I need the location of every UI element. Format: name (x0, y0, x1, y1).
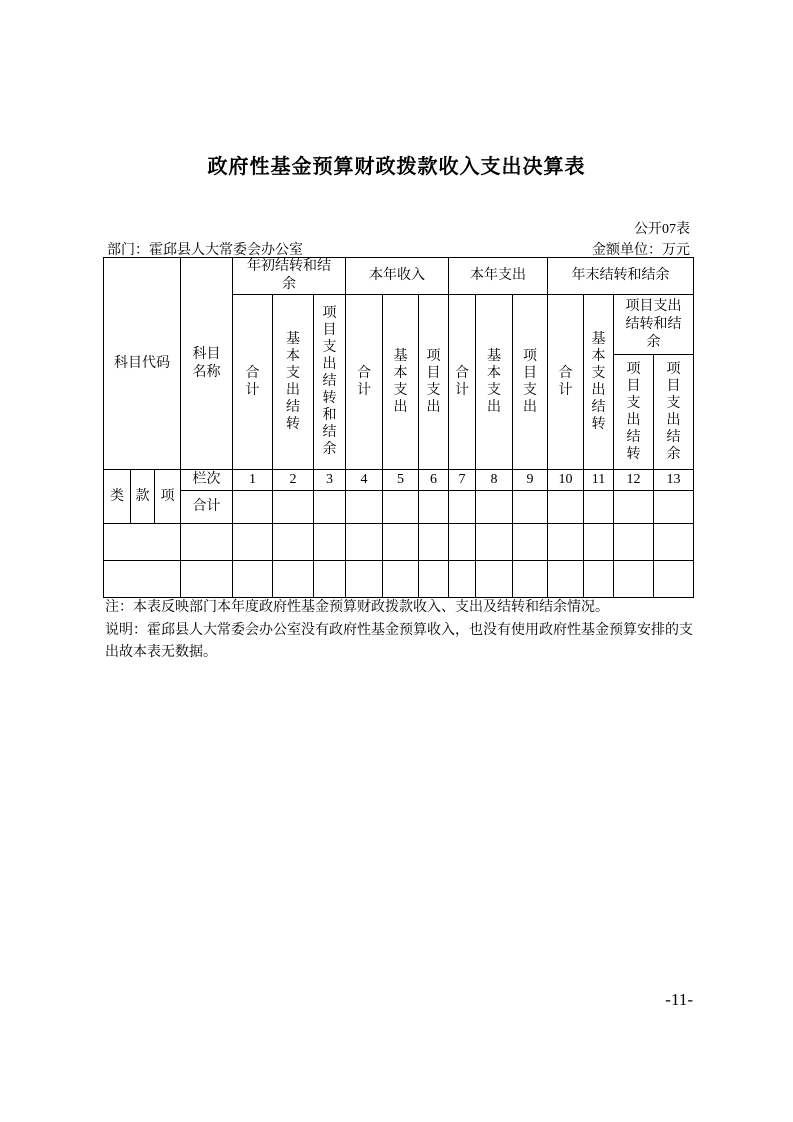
header-group-begin-balance (233, 258, 346, 295)
header-end-basic-carryover-label: 基本支出结转 (591, 331, 606, 432)
header-code-section (131, 470, 155, 524)
note-line-2: 说明：霍邱县人大常委会办公室没有政府性基金预算收入，也没有使用政府性基金预算安排的支出故本表无数据。 (105, 622, 693, 660)
header-end-basic-carryover (584, 295, 614, 470)
data-cell-empty (584, 491, 614, 524)
header-subject-name-label: 科目名称 (192, 346, 221, 380)
data-cell-empty (614, 491, 654, 524)
table-code-label: 公开07表 (634, 222, 690, 237)
header-code-item (155, 470, 181, 524)
department-label: 部门：霍邱县人大常委会办公室 (107, 243, 303, 258)
data-cell-empty (314, 561, 346, 598)
data-cell-empty (614, 561, 654, 598)
data-cell-empty (654, 524, 694, 561)
data-cell-empty (476, 524, 513, 561)
budget-table (103, 257, 694, 598)
header-end-project-carryover-balance-label: 项目支出结转和结余 (625, 298, 682, 350)
amount-unit-label: 金额单位：万元 (592, 243, 690, 258)
row-label-total (181, 491, 233, 524)
header-end-project-carryover (614, 355, 654, 470)
col-num-7: 7 (449, 470, 476, 491)
col-num-5: 5 (383, 470, 419, 491)
data-cell-empty (584, 524, 614, 561)
col-num-8: 8 (476, 470, 513, 491)
header-code-item-label: 项 (160, 488, 175, 504)
header-expense-project-expense (513, 295, 548, 470)
header-begin-basic-carryover (273, 295, 314, 470)
col-num-6: 6 (419, 470, 449, 491)
table-notes (105, 597, 699, 665)
data-cell-empty (513, 491, 548, 524)
header-begin-project-carryover-balance-label: 项目支出结转和结余 (322, 306, 337, 458)
header-income-project-expense-label: 项目支出 (426, 348, 441, 415)
data-cell-empty (383, 561, 419, 598)
header-group-year-income (346, 258, 449, 295)
header-begin-total (233, 295, 273, 470)
data-cell-empty (419, 561, 449, 598)
header-expense-total-label: 合计 (455, 365, 469, 398)
data-cell-empty (513, 561, 548, 598)
data-cell-empty (513, 524, 548, 561)
header-code-class (104, 470, 131, 524)
header-group-year-expense-label: 本年支出 (470, 268, 526, 284)
data-cell-empty (346, 561, 383, 598)
data-cell-empty (383, 524, 419, 561)
header-income-total-label: 合计 (357, 365, 371, 398)
page-number: -11- (665, 990, 693, 1009)
data-cell-empty (548, 491, 584, 524)
page-title: 政府性基金预算财政拨款收入支出决算表 (207, 156, 586, 178)
data-cell-empty (449, 524, 476, 561)
data-cell-empty (383, 491, 419, 524)
data-cell-empty (346, 524, 383, 561)
data-cell-empty (548, 561, 584, 598)
header-income-project-expense (419, 295, 449, 470)
data-cell-empty (449, 561, 476, 598)
header-expense-total (449, 295, 476, 470)
header-code-class-label: 类 (110, 488, 124, 504)
header-expense-basic-expense-label: 基本支出 (487, 348, 501, 415)
data-cell-empty (314, 524, 346, 561)
col-num-12: 12 (614, 470, 654, 491)
data-cell-empty (233, 491, 273, 524)
note-line-1: 注：本表反映部门本年度政府性基金预算财政拨款收入、支出及结转和结余情况。 (105, 600, 609, 615)
col-num-4: 4 (346, 470, 383, 491)
data-cell-empty (449, 491, 476, 524)
header-subject-code (104, 258, 181, 470)
col-num-2: 2 (273, 470, 314, 491)
header-end-project-carryover-label: 项目支出结转 (626, 361, 641, 462)
col-num-9: 9 (513, 470, 548, 491)
data-cell-empty (314, 491, 346, 524)
header-income-basic-expense (383, 295, 419, 470)
header-group-end-balance-label: 年末结转和结余 (571, 268, 670, 284)
data-cell-empty (419, 491, 449, 524)
header-income-basic-expense-label: 基本支出 (393, 348, 408, 415)
header-subject-name (181, 258, 233, 470)
header-end-total (548, 295, 584, 470)
col-num-10: 10 (548, 470, 584, 491)
header-expense-project-expense-label: 项目支出 (523, 348, 537, 415)
data-cell-empty (181, 561, 233, 598)
data-cell-empty (476, 561, 513, 598)
header-end-project-balance (654, 355, 694, 470)
data-cell-empty (233, 561, 273, 598)
data-cell-empty (614, 524, 654, 561)
data-cell-empty (233, 524, 273, 561)
header-end-project-carryover-balance (614, 295, 694, 355)
data-cell-empty (584, 561, 614, 598)
header-code-section-label: 款 (135, 488, 150, 504)
header-begin-project-carryover-balance (314, 295, 346, 470)
data-cell-empty (273, 524, 314, 561)
row-label-columns-text: 栏次 (192, 472, 221, 488)
col-num-11: 11 (584, 470, 614, 491)
col-num-1: 1 (233, 470, 273, 491)
col-num-3: 3 (314, 470, 346, 491)
data-cell-empty (181, 524, 233, 561)
data-cell-empty (104, 524, 181, 561)
data-cell-empty (419, 524, 449, 561)
data-cell-empty (104, 561, 181, 598)
header-group-year-expense (449, 258, 548, 295)
data-cell-empty (273, 491, 314, 524)
header-group-begin-balance-label: 年初结转和结余 (247, 259, 331, 293)
header-subject-code-label: 科目代码 (114, 355, 170, 371)
data-cell-empty (654, 561, 694, 598)
data-cell-empty (346, 491, 383, 524)
header-end-total-label: 合计 (558, 365, 573, 398)
row-label-total-text: 合计 (192, 499, 221, 515)
data-cell-empty (654, 491, 694, 524)
data-cell-empty (548, 524, 584, 561)
header-begin-total-label: 合计 (245, 365, 260, 398)
header-end-project-balance-label: 项目支出结余 (666, 361, 681, 462)
data-cell-empty (476, 491, 513, 524)
data-cell-empty (273, 561, 314, 598)
header-income-total (346, 295, 383, 470)
header-group-year-income-label: 本年收入 (369, 268, 425, 284)
header-begin-basic-carryover-label: 基本支出结转 (286, 331, 300, 432)
header-group-end-balance (548, 258, 694, 295)
col-num-13: 13 (654, 470, 694, 491)
row-label-columns (181, 470, 233, 491)
header-expense-basic-expense (476, 295, 513, 470)
